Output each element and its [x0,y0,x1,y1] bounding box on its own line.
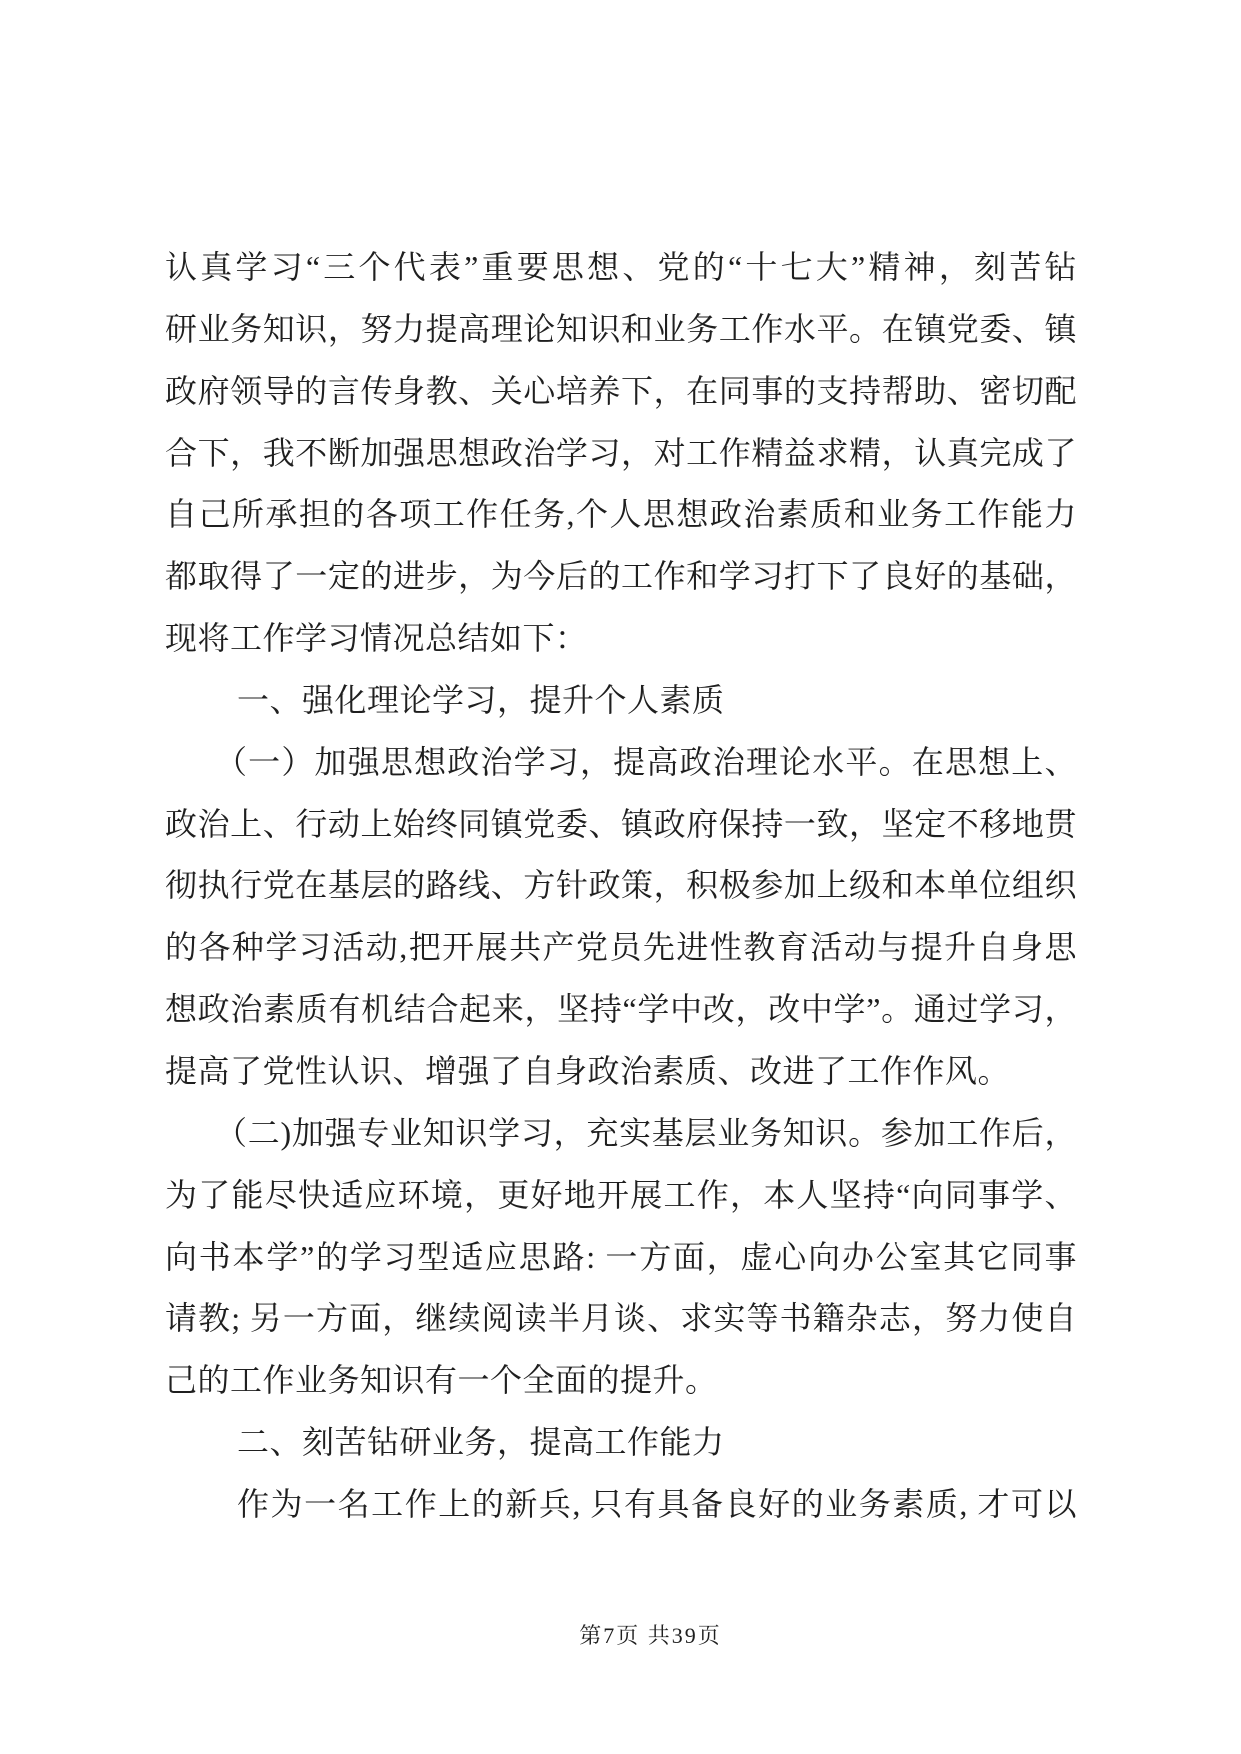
text-line: 政府领导的言传身教、关心培养下，在同事的支持帮助、密切配 [165,372,1077,409]
text-line: （一）加强思想政治学习，提高政治理论水平。在思想上、 [215,743,1077,780]
text-line: 提高了党性认识、增强了自身政治素质、改进了工作作风。 [165,1052,1011,1089]
text-line: 都取得了一定的进步，为今后的工作和学习打下了良好的基础， [165,558,1077,595]
text-line: 向书本学”的学习型适应思路: 一方面，虚心向办公室其它同事 [165,1238,1077,1275]
text-line: 研业务知识，努力提高理论知识和业务工作水平。在镇党委、镇 [165,310,1077,347]
text-line: 作为一名工作上的新兵, 只有具备良好的业务素质, 才可以 [237,1485,1077,1522]
text-line: 想政治素质有机结合起来，坚持“学中改，改中学”。通过学习， [165,991,1077,1028]
document-body [165,237,1077,1536]
text-line: 合下，我不断加强思想政治学习，对工作精益求精，认真完成了 [165,434,1077,471]
text-line: 认真学习“三个代表”重要思想、党的“十七大”精神，刻苦钻 [165,249,1077,285]
text-line: 政治上、行动上始终同镇党委、镇政府保持一致，坚定不移地贯 [165,805,1077,842]
text-line: 二、刻苦钻研业务，提高工作能力 [237,1424,725,1461]
text-line: 现将工作学习情况总结如下： [165,620,588,657]
text-line: 自己所承担的各项工作任务,个人思想政治素质和业务工作能力 [165,496,1077,533]
text-line: 为了能尽快适应环境，更好地开展工作，本人坚持“向同事学、 [165,1176,1077,1213]
text-line: （二)加强专业知识学习，充实基层业务知识。参加工作后， [215,1114,1077,1151]
page-number: 第7页 共39页 [579,1623,722,1648]
text-line: 请教; 另一方面，继续阅读半月谈、求实等书籍杂志，努力使自 [165,1300,1077,1337]
text-line: 彻执行党在基层的路线、方针政策，积极参加上级和本单位组织 [165,867,1077,904]
page-footer [0,1619,1241,1650]
text-line: 己的工作业务知识有一个全面的提升。 [165,1362,718,1399]
text-line: 的各种学习活动,把开展共产党员先进性教育活动与提升自身思 [165,929,1077,966]
text-line: 一、强化理论学习，提升个人素质 [237,681,725,718]
